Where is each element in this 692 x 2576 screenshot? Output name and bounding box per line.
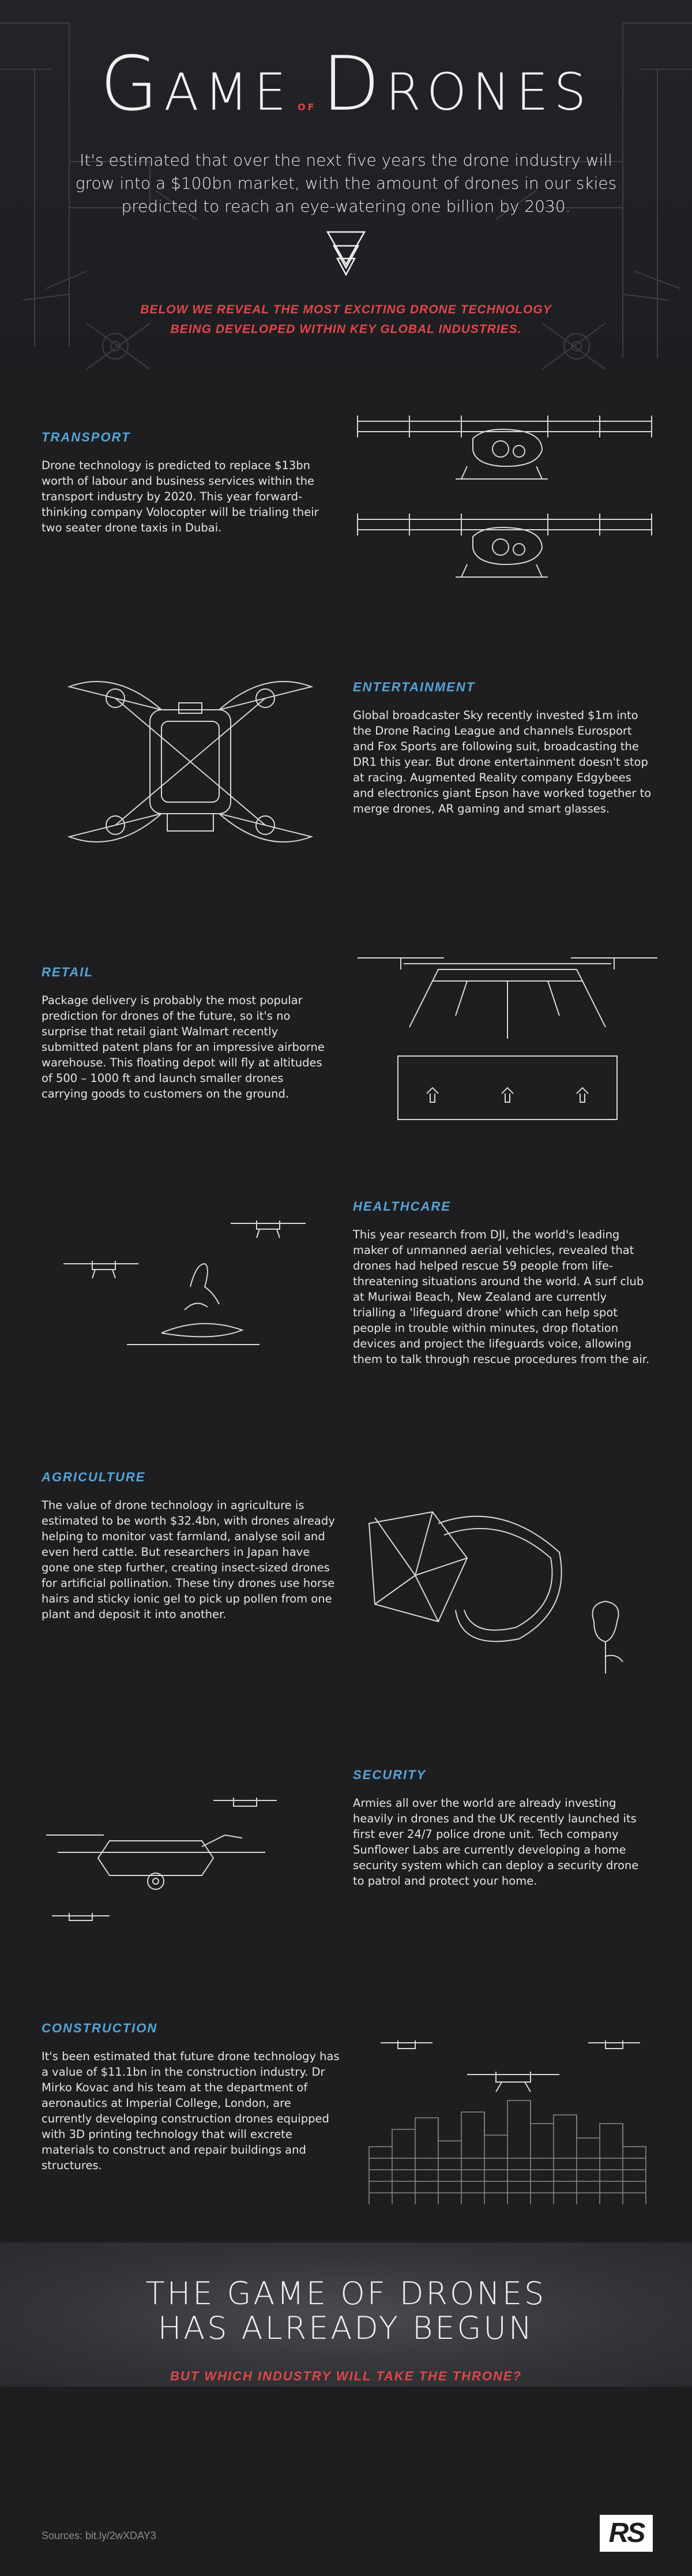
drone-taxi-illustration: [352, 404, 657, 594]
section-construction: [42, 2021, 341, 2173]
section-text: Drone technology is predicted to replace $13bn worth of labour and business services within the transport industry by 2020. This year forward-thinking company Volocopter will be trialing their two seater drone taxis in Dubai.: [42, 459, 319, 534]
lifeguard-drone-illustration: [52, 1206, 323, 1356]
section-transport: [42, 430, 330, 536]
pollinator-drone-illustration: [352, 1489, 663, 1679]
footer-subtitle: BUT WHICH INDUSTRY WILL TAKE THE THRONE?: [170, 2369, 522, 2383]
section-agriculture: [42, 1470, 336, 1622]
section-healthcare: [353, 1199, 653, 1367]
security-drone-illustration: [35, 1783, 323, 1927]
section-title: CONSTRUCTION: [42, 2021, 158, 2035]
rs-logo: RS: [600, 2515, 653, 2552]
section-text: The value of drone technology in agriculture is estimated to be worth $32.4bn, with drones already helping to monitor vast farmland, analyse soil and even herd cattle. But researchers in Japan have gone one step further, creating insect-sized drones for artificial pollination. These tiny drones use horse hairs and sticky ionic gel to pick up pollen from one plant and deposit it into another.: [42, 1499, 335, 1621]
construction-drones-illustration: [358, 2031, 669, 2204]
section-title: ENTERTAINMENT: [353, 680, 476, 694]
section-entertainment: [353, 680, 653, 817]
sources-link[interactable]: Sources: bit.ly/2wXDAY3: [42, 2530, 156, 2541]
section-title: SECURITY: [353, 1768, 427, 1782]
footer-title: THE GAME OF DRONES HAS ALREADY BEGUN: [145, 2275, 547, 2346]
section-text: Package delivery is probably the most popular prediction for drones of the future, so it's no surprise that retail giant Walmart recently submitted patent plans for an impressive airborne warehouse. This floating depot will fly at altitudes of 500 – 1000 ft and launch smaller drones carrying goods to customers on the ground.: [42, 994, 325, 1100]
racing-drone-illustration: [52, 635, 329, 889]
hero-header: [0, 0, 692, 369]
section-retail: [42, 965, 330, 1102]
section-title: TRANSPORT: [42, 430, 131, 444]
page-title: GAME OFDRONES: [100, 40, 592, 128]
reveal-banner: BELOW WE REVEAL THE MOST EXCITING DRONE TECHNOLOGY BEING DEVELOPED WITHIN KEY GLOBAL INDUSTRIES.: [140, 303, 552, 336]
delivery-drone-warehouse-illustration: [352, 946, 663, 1131]
section-text: Armies all over the world are already investing heavily in drones and the UK recently launched its first ever 24/7 police drone unit. Tech company Sunflower Labs are currently developing a home security system which can deploy a security drone to patrol and protect your home.: [353, 1796, 639, 1888]
intro-text: It's estimated that over the next five years the drone industry will grow into a $100bn market, with the amount of drones in our skies predicted to reach an eye-watering one billion by 2030.: [75, 151, 617, 216]
section-title: HEALTHCARE: [353, 1199, 451, 1214]
section-text: Global broadcaster Sky recently invested $1m into the Drone Racing League and channels Eurosport and Fox Sports are following suit, broadcasting the DR1 this year. But drone entertainment doesn't stop at racing. Augmented Reality company Edgybees and electronics giant Epson have worked together to merge drones, AR gaming and smart glasses.: [353, 709, 652, 815]
section-text: It's been estimated that future drone technology has a value of $11.1bn in the construction industry. Dr Mirko Kovac and his team at the department of aeronautics at Imperial College, London, are currently developing construction drones equipped with 3D printing technology that will excrete materials to construct and repair buildings and structures.: [42, 2050, 340, 2172]
section-security: [353, 1768, 653, 1889]
triangle-emblem-icon: [326, 230, 366, 287]
section-title: AGRICULTURE: [42, 1470, 146, 1484]
section-text: This year research from DJI, the world's leading maker of unmanned aerial vehicles, revealed that drones had helped rescue 59 people from life-threatening situations around the world. A surf club at Muriwai Beach, New Zealand are currently trialling a 'lifeguard drone' which can help spot people in trouble within minutes, drop flotation devices and project the lifeguards voice, allowing them to talk through rescue procedures from the air.: [353, 1228, 650, 1366]
section-title: RETAIL: [42, 965, 93, 979]
